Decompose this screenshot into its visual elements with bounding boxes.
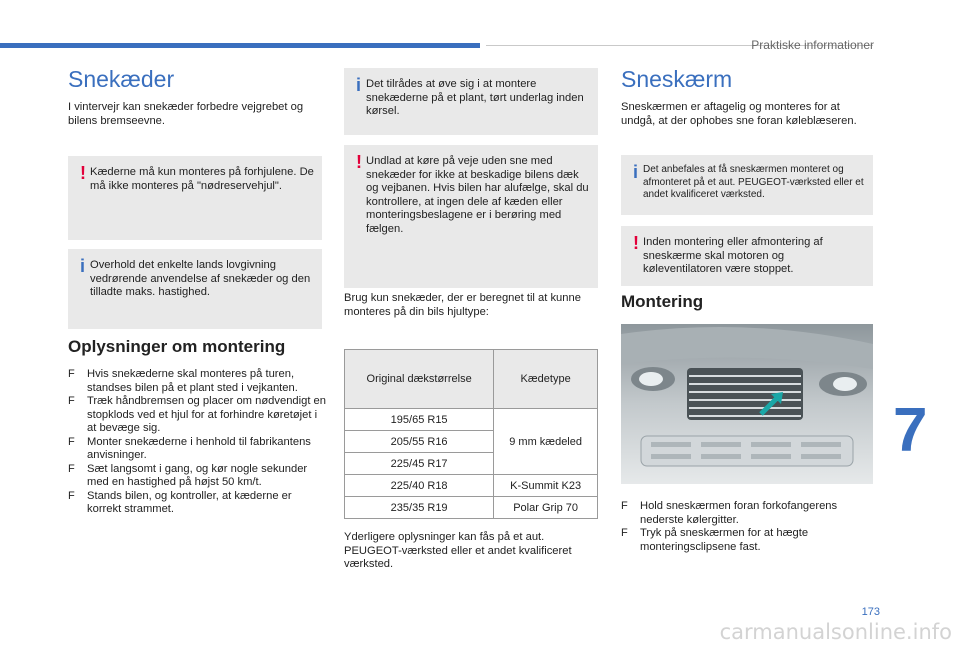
warning-box-no-snow	[344, 145, 598, 288]
mounting-title: Montering	[621, 292, 704, 311]
list-item: F Monter snekæderne i henhold til fabrikantens anvisninger.	[68, 435, 311, 461]
more-info-text: Yderligere oplysninger kan fås på et aut. PEUGEOT-værksted eller et andet kvalificeret værksted.	[344, 531, 572, 570]
table-intro: Brug kun snekæder, der er beregnet til at kunne monteres på din bils hjultype:	[344, 292, 581, 318]
list-item: F Sæt langsomt i gang, og kør nogle sekunder med en hastighed på højst 50 km/t.	[68, 462, 308, 488]
snow-screen-steps-list	[621, 500, 873, 554]
snow-screen-intro: Sneskærmen er aftagelig og monteres for at undgå, at der ophobes sne foran køleblæseren.	[621, 101, 857, 127]
list-item: F Hold sneskærmen foran forkofangerens nederste kølergitter.	[621, 500, 838, 526]
info-box-practice	[344, 68, 598, 135]
warning-box-front-wheels	[68, 156, 322, 240]
bullet-arrow-icon: F	[68, 368, 75, 380]
table-cell: Polar Grip 70	[494, 497, 598, 519]
info-icon: i	[80, 256, 86, 276]
table-header-tire-size: Original dækstørrelse	[345, 350, 494, 409]
warning-icon: !	[633, 233, 639, 253]
table-row	[345, 409, 598, 431]
table-cell: 195/65 R15	[345, 409, 494, 431]
snow-screen-title: Sneskærm	[621, 66, 733, 92]
bullet-arrow-icon: F	[621, 500, 628, 512]
tire-chain-table	[344, 349, 598, 519]
car-front-grille-image	[621, 324, 873, 484]
section-title: Praktiske informationer	[751, 38, 874, 52]
chapter-number: 7	[893, 396, 928, 465]
info-box-legislation	[68, 249, 322, 329]
warning-text: Undlad at køre på veje uden sne med snekæder for ikke at beskadige bilens dæk og vejbanen. Hvis bilen har alufælge, skal du kontrollere, at ingen dele af kæden eller monteringsbeslagene er i berøring med fælgen.	[366, 155, 589, 235]
table-cell: 225/45 R17	[345, 453, 494, 475]
list-item: F Stands bilen, og kontroller, at kæderne er korrekt strammet.	[68, 489, 292, 515]
info-text: Overhold det enkelte lands lovgivning vedrørende anvendelse af snekæder og den tilladte maks. hastighed.	[90, 259, 311, 298]
table-cell: 9 mm kædeled	[494, 409, 598, 475]
bullet-arrow-icon: F	[68, 435, 75, 448]
info-box-workshop	[621, 155, 873, 215]
warning-box-engine-stopped	[621, 226, 873, 286]
warning-icon: !	[80, 163, 86, 183]
bullet-arrow-icon: F	[68, 395, 75, 407]
info-icon: i	[356, 75, 362, 95]
grille-illustration	[621, 324, 873, 484]
bullet-arrow-icon: F	[68, 489, 75, 502]
warning-text: Inden montering eller afmontering af sneskærme skal motoren og køleventilatoren være stoppet.	[643, 236, 823, 275]
page-number: 173	[861, 606, 880, 618]
table-cell: 235/35 R19	[345, 497, 494, 519]
bullet-arrow-icon: F	[621, 527, 628, 539]
info-text: Det anbefales at få sneskærmen monteret og afmonteret på et aut. PEUGEOT-værksted eller et andet kvalificeret værksted.	[643, 164, 864, 200]
table-cell: K-Summit K23	[494, 475, 598, 497]
info-text: Det tilrådes at øve sig i at montere snekæderne på et plant, tørt underlag inden kørsel.	[366, 78, 584, 117]
mounting-steps-list	[68, 368, 326, 517]
snow-chains-title: Snekæder	[68, 66, 175, 92]
table-cell: 225/40 R18	[345, 475, 494, 497]
snow-chains-intro: I vintervejr kan snekæder forbedre vejgrebet og bilens bremseevne.	[68, 101, 304, 127]
table-header-chain-type: Kædetype	[494, 350, 598, 409]
warning-icon: !	[356, 152, 362, 172]
bullet-arrow-icon: F	[68, 462, 75, 475]
list-item: F Hvis snekæderne skal monteres på turen, standses bilen på et plant sted i vejkanten.	[68, 368, 298, 394]
watermark: carmanualsonline.info	[719, 620, 952, 644]
header-accent-bar	[0, 43, 480, 48]
table-row	[345, 475, 598, 497]
mounting-info-title: Oplysninger om montering	[68, 337, 286, 356]
warning-text: Kæderne må kun monteres på forhjulene. De må ikke monteres på "nødreservehjul".	[90, 166, 314, 192]
list-item: F Træk håndbremsen og placer om nødvendigt en stopklods ved et hjul for at forhindre køretøjet i at bevæge sig.	[68, 395, 327, 434]
info-icon: i	[633, 162, 639, 182]
table-cell: 205/55 R16	[345, 431, 494, 453]
list-item: F Tryk på sneskærmen for at hægte monteringsclipsene fast.	[621, 527, 809, 553]
table-row	[345, 497, 598, 519]
